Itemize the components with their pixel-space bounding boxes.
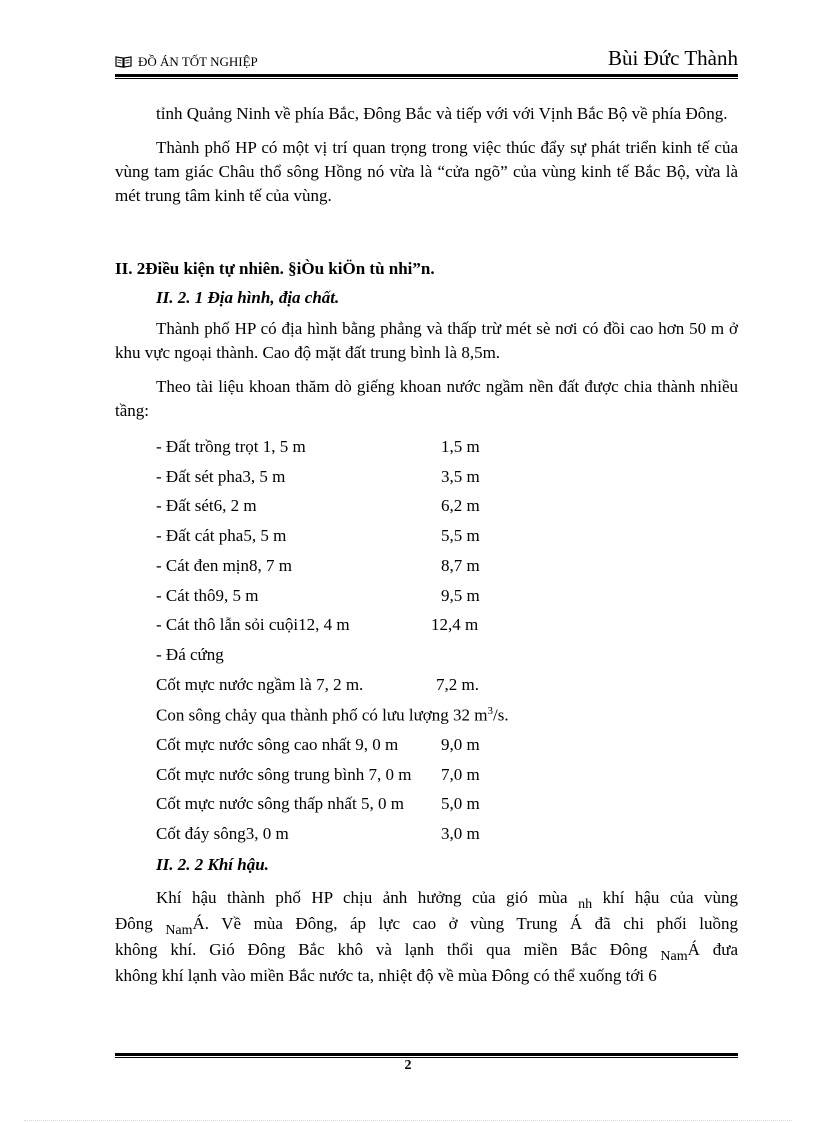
water-level-value: 5,0 m [441,794,480,813]
layer-value: 6,2 m [441,496,480,515]
terrain-paragraph-block [115,317,738,423]
layer-value: 3,5 m [441,467,480,486]
water-level-row [156,735,480,755]
header-title: ĐỒ ÁN TỐT NGHIỆP [138,54,258,69]
section-heading-block [115,257,738,281]
terrain-paragraph: Thành phố HP có địa hình bằng phẳng và thấp trừ mét sè nơi có đồi cao hơn 50 m ở khu vực ngoại thành. Cao độ mặt đất trung bình là 8,5m. [115,319,738,362]
intro-paragraph-2: Thành phố HP có một vị trí quan trọng trong việc thúc đẩy sự phát triển kinh tế của vùng tam giác Châu thổ sông Hồng nó vừa là “cửa ngõ” của vùng kinh tế Bắc Bộ, vừa là mét trung tâm kinh tế của vùng. [115,138,738,205]
layer-value: 8,7 m [441,556,480,575]
water-level-label: Cốt mực nước sông trung bình 7, 0 m [156,765,412,784]
river-flow-row [156,705,509,726]
header-author: Bùi Đức Thành [608,46,738,70]
page-header [115,44,738,74]
layer-label: - Đất cát pha5, 5 m [156,526,287,545]
groundwater-row [156,675,479,695]
layer-value: 12,4 m [431,615,479,634]
layer-value: 5,5 m [441,526,480,545]
climate-text: Khí hậu thành phố HP chịu ảnh hưởng của gió mùa [156,888,568,907]
list-item [156,437,480,457]
water-level-row [156,824,480,844]
layer-label: - Đất trồng trọt 1, 5 m [156,437,306,456]
list-item [156,526,480,546]
groundwater-value: 7,2 m. [436,675,479,694]
section-title: II. 2Điều kiện tự nhiên. §iÒu kiÖn tù nhi”n. [115,259,435,278]
layer-label: - Cát thô lẫn sỏi cuội12, 4 m [156,615,350,634]
climate-line-2 [115,912,738,938]
water-level-label: Cốt đáy sông3, 0 m [156,824,289,843]
subsection-1-title: II. 2. 1 Địa hình, địa chất. [156,288,340,307]
header-rule-thin [115,78,738,79]
footer-rule [115,1053,738,1056]
list-item [156,496,480,516]
list-item [156,556,480,576]
intro-block [115,102,738,208]
layer-label: - Đất sét6, 2 m [156,496,257,515]
water-level-value: 9,0 m [441,735,480,754]
layer-label: - Đất sét pha3, 5 m [156,467,286,486]
water-level-row [156,765,480,785]
layer-label: - Cát thô9, 5 m [156,586,259,605]
layer-label: - Đá cứng [156,645,224,664]
climate-text: Á đưa [687,940,739,959]
river-flow-exponent: 3 [487,705,493,717]
borehole-paragraph: Theo tài liệu khoan thăm dò giếng khoan nước ngầm nền đất được chia thành nhiều tầng: [115,377,738,420]
list-item [156,586,480,606]
climate-line-1 [115,886,738,912]
climate-inline-sub: Nam [165,923,193,938]
climate-inline-sub: nh [578,897,593,912]
river-flow-unit: /s. [493,705,509,725]
water-level-value: 7,0 m [441,765,480,784]
water-level-label: Cốt mực nước sông cao nhất 9, 0 m [156,735,399,754]
climate-line-3 [115,938,738,964]
subsection-2-heading-block [115,853,738,877]
page-number: 2 [404,1058,412,1073]
water-level-label: Cốt mực nước sông thấp nhất 5, 0 m [156,794,404,813]
climate-paragraph [115,886,738,988]
subsection-2-title: II. 2. 2 Khí hậu. [156,855,269,874]
water-level-row [156,794,480,814]
climate-inline-sub: Nam [660,949,688,964]
climate-text: Á. Về mùa Đông, áp lực cao ở vùng Trung Á đã chi phối luồng [192,914,739,933]
layer-label: - Cát đen mịn8, 7 m [156,556,292,575]
header-left [115,54,258,70]
climate-text: không khí. Gió Đông Bắc khô và lạnh thổi qua miền Bắc Đông [115,940,648,959]
list-item [156,645,224,665]
river-flow-text: Con sông chảy qua thành phố có lưu lượng 32 m [156,705,488,725]
intro-paragraph-1: tỉnh Quảng Ninh về phía Bắc, Đông Bắc và tiếp với với Vịnh Bắc Bộ về phía Đông. [156,104,728,123]
climate-text: khí hậu của vùng [602,888,739,907]
header-rule [115,74,738,77]
subsection-1-heading-block [115,286,738,310]
climate-text: Đông [115,914,153,933]
climate-line-4: không khí lạnh vào miền Bắc nước ta, nhiệt độ về mùa Đông có thể xuống tới 6 [115,966,657,985]
open-book-icon [115,56,132,68]
page-bottom-divider [24,1120,792,1121]
layer-value: 9,5 m [441,586,480,605]
list-item [156,467,480,487]
water-level-value: 3,0 m [441,824,480,843]
list-item [156,615,479,635]
layer-value: 1,5 m [441,437,480,456]
groundwater-label: Cốt mực nước ngầm là 7, 2 m. [156,675,364,694]
